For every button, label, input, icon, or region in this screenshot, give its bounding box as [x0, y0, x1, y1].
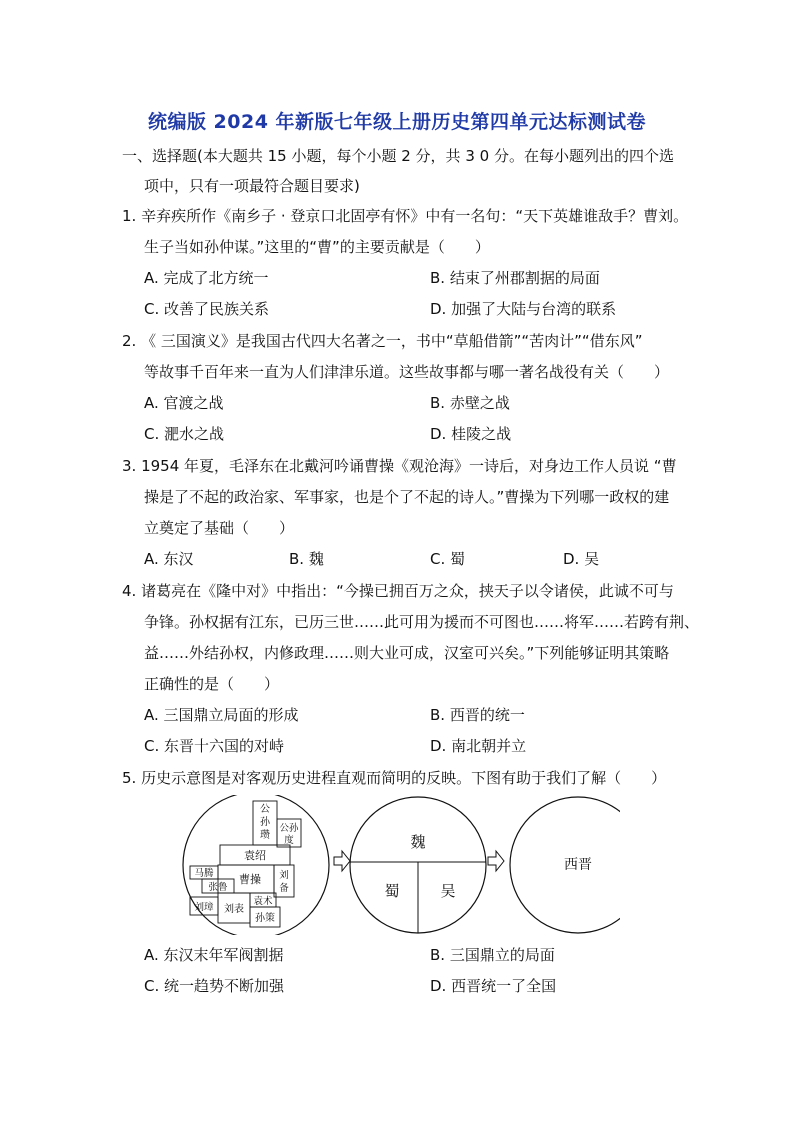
section-heading-line-1: 一、选择题(本大题共 15 小题，每个小题 2 分，共 3 0 分。在每小题列出的四个选 — [122, 147, 674, 165]
question-2-line-2: 等故事千百年来一直为人们津津乐道。这些故事都与哪一著名战役有关（ ） — [144, 363, 670, 381]
label-zhang-lu: 张鲁 — [208, 882, 228, 893]
question-1-option-c: C. 改善了民族关系 — [144, 300, 270, 318]
question-3-line-3: 立奠定了基础（ ） — [144, 519, 295, 537]
section-heading-line-2: 项中，只有一项最符合题目要求) — [144, 177, 360, 195]
question-4-option-a: A. 三国鼎立局面的形成 — [144, 706, 299, 724]
label-yuan-shao: 袁绍 — [244, 849, 266, 862]
exam-title: 统编版 2024 年新版七年级上册历史第四单元达标测试卷 — [147, 111, 647, 133]
label-western-jin: 西晋 — [564, 857, 592, 873]
label-cao-cao: 曹操 — [239, 873, 261, 886]
question-3-option-a: A. 东汉 — [144, 550, 194, 568]
label-yuan-shu: 袁术 — [253, 896, 273, 907]
label-gongsun-zan-2: 孙 — [260, 817, 270, 828]
question-4-option-c: C. 东晋十六国的对峙 — [144, 737, 285, 755]
question-1-line-1: 1. 辛弃疾所作《南乡子 · 登京口北固亭有怀》中有一名句：“天下英雄谁敌手？曹刘。 — [122, 207, 689, 225]
question-4-line-2: 争锋。孙权据有江东，已历三世……此可用为援而不可图也……将军……若跨有荆、 — [144, 613, 700, 631]
label-liu-zhang: 刘璋 — [194, 902, 214, 913]
question-4-line-4: 正确性的是（ ） — [144, 675, 280, 693]
question-2-line-1: 2. 《 三国演义》是我国古代四大名著之一，书中“草船借箭”“苦肉计”“借东风” — [122, 332, 643, 350]
question-3-line-1: 3. 1954 年夏，毛泽东在北戴河吟诵曹操《观沧海》一诗后，对身边工作人员说 “曹 — [122, 457, 677, 475]
question-5-line-1: 5. 历史示意图是对客观历史进程直观而简明的反映。下图有助于我们了解（ ） — [122, 769, 667, 787]
question-2-option-d: D. 桂陵之战 — [430, 425, 512, 443]
label-ma-teng: 马腾 — [194, 868, 214, 879]
label-liu-bei-2: 备 — [279, 883, 289, 894]
history-diagram — [178, 795, 620, 935]
question-4-option-b: B. 西晋的统一 — [430, 706, 525, 724]
question-3-option-b: B. 魏 — [289, 550, 324, 568]
western-jin-map — [510, 797, 620, 933]
question-3-option-c: C. 蜀 — [430, 550, 466, 568]
label-liu-biao: 刘表 — [224, 904, 244, 915]
question-2-option-b: B. 赤壁之战 — [430, 394, 510, 412]
label-gongsun-du-1: 公孙 — [279, 823, 299, 834]
question-2-option-c: C. 淝水之战 — [144, 425, 225, 443]
question-4-line-1: 4. 诸葛亮在《隆中对》中指出：“今操已拥百万之众，挟天子以令诸侯，此诚不可与 — [122, 582, 674, 600]
question-5-option-b: B. 三国鼎立的局面 — [430, 946, 555, 964]
question-5-option-c: C. 统一趋势不断加强 — [144, 977, 285, 995]
question-1-option-b: B. 结束了州郡割据的局面 — [430, 269, 600, 287]
question-1-option-a: A. 完成了北方统一 — [144, 269, 269, 287]
label-wu: 吴 — [440, 882, 456, 900]
label-gongsun-zan-1: 公 — [260, 804, 270, 815]
question-2-option-a: A. 官渡之战 — [144, 394, 224, 412]
label-gongsun-zan-3: 瓒 — [260, 830, 270, 841]
question-4-option-d: D. 南北朝并立 — [430, 737, 527, 755]
question-5-option-a: A. 东汉末年军阀割据 — [144, 946, 284, 964]
label-gongsun-du-2: 度 — [284, 835, 294, 846]
label-wei: 魏 — [410, 833, 426, 851]
label-liu-bei-1: 刘 — [279, 870, 289, 881]
question-1-line-2: 生子当如孙仲谋。”这里的“曹”的主要贡献是（ ） — [144, 238, 490, 256]
label-sun-ce: 孙策 — [255, 913, 275, 924]
warlord-map — [183, 795, 329, 935]
question-4-line-3: 益……外结孙权，内修政理……则大业可成，汉室可兴矣。”下列能够证明其策略 — [144, 644, 670, 662]
three-kingdoms-map — [350, 797, 486, 933]
arrow-right-icon — [488, 851, 504, 871]
label-shu: 蜀 — [384, 882, 400, 900]
question-1-option-d: D. 加强了大陆与台湾的联系 — [430, 300, 617, 318]
question-3-option-d: D. 吴 — [563, 550, 600, 568]
question-5-option-d: D. 西晋统一了全国 — [430, 977, 557, 995]
arrow-right-icon — [334, 851, 350, 871]
question-3-line-2: 操是了不起的政治家、军事家，也是个了不起的诗人。”曹操为下列哪一政权的建 — [144, 488, 670, 506]
